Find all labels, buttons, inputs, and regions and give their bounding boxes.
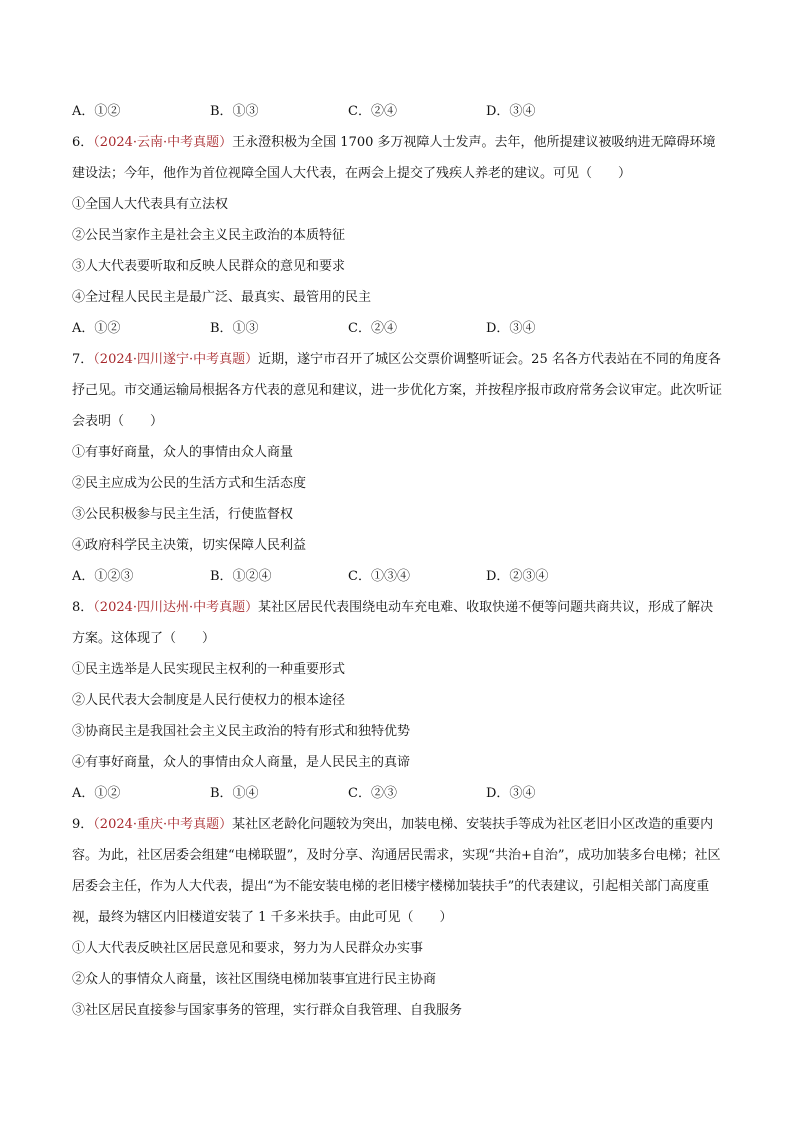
question-text: 某社区老龄化问题较为突出，加装电梯、安装扶手等成为社区老旧小区改造的重要内容。为此，社区居委会组建“电梯联盟”，及时分享、沟通居民需求，实现“共治+自治”，成功加装多台电梯；社区居委会主任，作为人大代表，提出“为不能安装电梯的老旧楼宇楼梯加装扶手”的代表建议，引起相关部门高度重视，最终为辖区内旧楼道安装了 1 千多米扶手。由此可见（ ）: [72, 817, 721, 925]
option-c[interactable]: C．②④: [348, 321, 397, 336]
question-text: 王永澄积极为全国 1700 多万视障人士发声。去年，他所提建议被吸纳进无障碍环境建设法；今年，他作为首位视障全国人大代表，在两会上提交了残疾人养老的建议。可见（ ）: [72, 135, 716, 181]
source-tag: （2024·云南·中考真题）: [93, 135, 233, 150]
question-7-item-2: ②民主应成为公民的生活方式和生活态度: [72, 476, 307, 491]
question-6-item-2: ②公民当家作主是社会主义民主政治的本质特征: [72, 228, 346, 243]
question-8-item-4: ④有事好商量，众人的事情由众人商量，是人民民主的真谛: [72, 755, 411, 770]
option-d[interactable]: D．③④: [486, 104, 536, 119]
option-c[interactable]: C．①③④: [348, 569, 410, 584]
source-tag: （2024·四川遂宁·中考真题）: [93, 352, 259, 367]
question-8-item-3: ③协商民主是我国社会主义民主政治的特有形式和独特优势: [72, 724, 411, 739]
option-a[interactable]: A．①②: [72, 321, 121, 336]
question-8-item-2: ②人民代表大会制度是人民行使权力的根本途径: [72, 693, 346, 708]
question-7-item-4: ④政府科学民主决策，切实保障人民利益: [72, 538, 307, 553]
question-8-options: [72, 778, 722, 809]
question-9-item-1: ①人大代表反映社区居民意见和要求，努力为人民群众办实事: [72, 941, 424, 956]
question-7-item-1: ①有事好商量，众人的事情由众人商量: [72, 445, 294, 460]
source-tag: （2024·重庆·中考真题）: [93, 817, 233, 832]
question-content: [72, 96, 722, 1026]
option-a[interactable]: A．①②: [72, 104, 121, 119]
option-d[interactable]: D．③④: [486, 321, 536, 336]
question-7-stem: [72, 344, 722, 437]
option-d[interactable]: D．③④: [486, 786, 536, 801]
question-number: 8．: [72, 600, 94, 615]
option-b[interactable]: B．①④: [210, 786, 259, 801]
question-number: 6．: [72, 135, 94, 150]
question-9-item-2: ②众人的事情众人商量，该社区围绕电梯加装事宜进行民主协商: [72, 972, 437, 987]
option-b[interactable]: B．①③: [210, 104, 259, 119]
option-c[interactable]: C．②③: [348, 786, 397, 801]
question-8-stem: [72, 592, 722, 654]
option-a[interactable]: A．①②: [72, 786, 121, 801]
question-6-item-3: ③人大代表要听取和反映人民群众的意见和要求: [72, 259, 346, 274]
question-7-options: [72, 561, 722, 592]
question-6-item-1: ①全国人大代表具有立法权: [72, 197, 229, 212]
option-a[interactable]: A．①②③: [72, 569, 134, 584]
options-row-prev: [72, 96, 722, 127]
question-text: 近期，遂宁市召开了城区公交票价调整听证会。25 名各方代表站在不同的角度各抒己见。市交通运输局根据各方代表的意见和建议，进一步优化方案，并按程序报市政府常务会议审定。此次听证会表明（ ）: [72, 352, 723, 429]
question-7-item-3: ③公民积极参与民主生活，行使监督权: [72, 507, 294, 522]
question-6-options: [72, 313, 722, 344]
question-number: 7．: [72, 352, 94, 367]
option-c[interactable]: C．②④: [348, 104, 397, 119]
option-b[interactable]: B．①③: [210, 321, 259, 336]
option-d[interactable]: D．②③④: [486, 569, 549, 584]
question-9-stem: [72, 809, 722, 933]
question-9-item-3: ③社区居民直接参与国家事务的管理，实行群众自我管理、自我服务: [72, 1003, 463, 1018]
option-b[interactable]: B．①②④: [210, 569, 272, 584]
question-6-item-4: ④全过程人民民主是最广泛、最真实、最管用的民主: [72, 290, 372, 305]
question-6-stem: [72, 127, 722, 189]
source-tag: （2024·四川达州·中考真题）: [93, 600, 259, 615]
question-number: 9．: [72, 817, 94, 832]
question-text: 某社区居民代表围绕电动车充电难、收取快递不便等问题共商共议，形成了解决方案。这体现了（ ）: [72, 600, 714, 646]
question-8-item-1: ①民主选举是人民实现民主权利的一种重要形式: [72, 662, 346, 677]
